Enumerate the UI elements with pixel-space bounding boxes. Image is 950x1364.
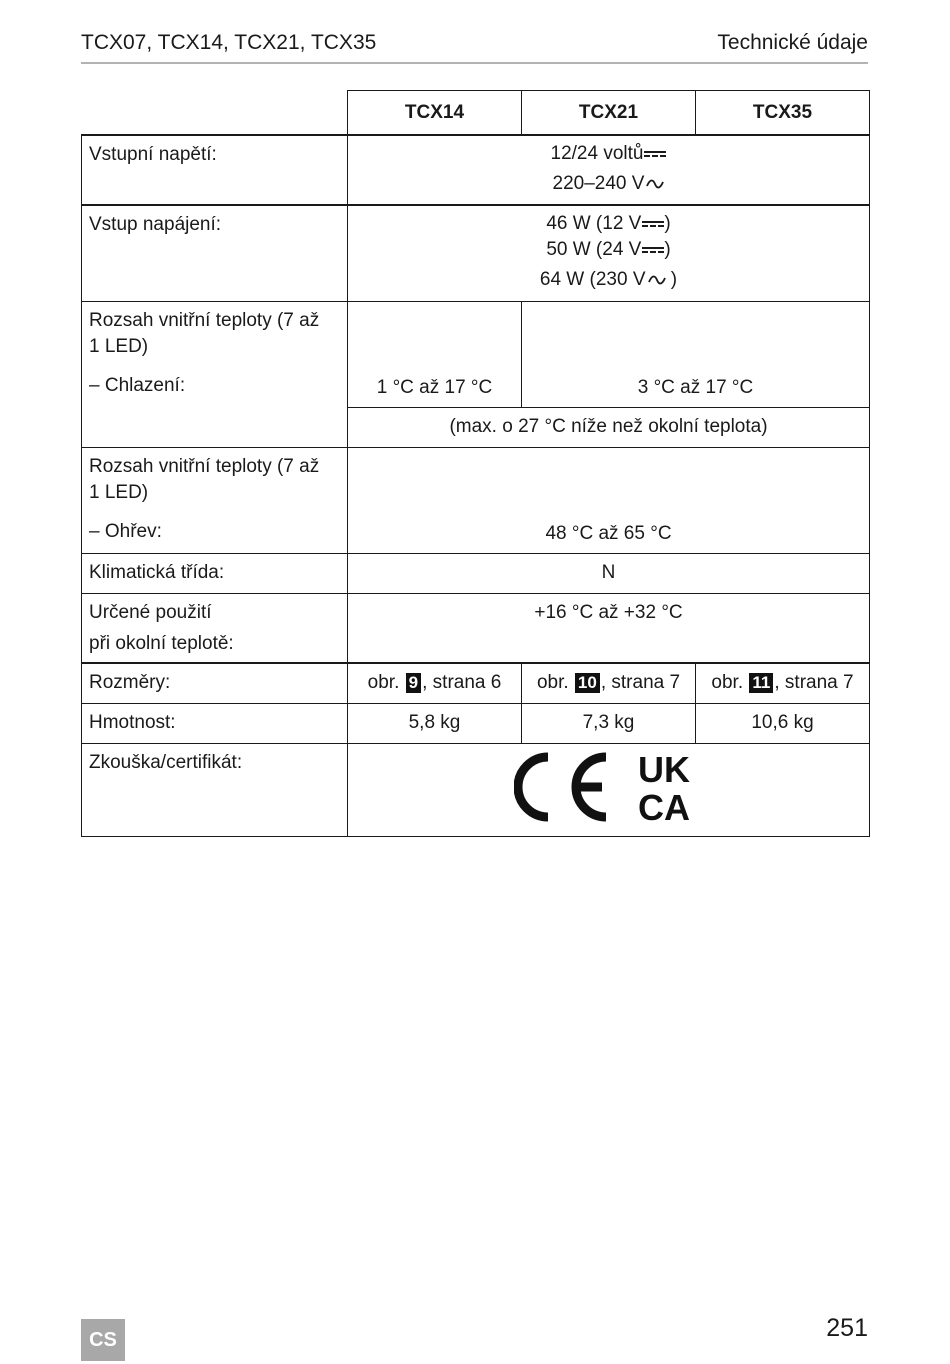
technical-data-table [81, 90, 870, 837]
heating-value-text: 48 °C až 65 °C [545, 522, 672, 544]
cooling-tcx21-tcx35 [522, 301, 870, 407]
power-input-value [348, 205, 870, 301]
cooling-tcx14-value: 1 °C až 17 °C [376, 376, 493, 398]
intended-use-value: +16 °C až +32 °C [348, 593, 870, 663]
weight-label: Hmotnost: [82, 703, 348, 743]
weight-tcx35: 10,6 kg [696, 703, 870, 743]
cooling-tcx14 [348, 301, 522, 407]
paren-close: ) [670, 269, 678, 290]
row-weight [82, 703, 870, 743]
climate-class-value: N [348, 553, 870, 593]
figure-number-badge: 10 [575, 673, 600, 693]
intended-use-label-1: Určené použití [89, 601, 212, 623]
dimensions-label: Rozměry: [82, 663, 348, 703]
power-230v: 64 W (230 V [539, 269, 646, 290]
weight-tcx21: 7,3 kg [522, 703, 696, 743]
page-number: 251 [826, 1314, 868, 1342]
power-24v: 50 W (24 V [546, 239, 642, 260]
climate-class-label: Klimatická třída: [82, 553, 348, 593]
power-input-label: Vstup napájení: [82, 205, 348, 301]
row-power-input [82, 205, 870, 301]
ce-ukca-marks-icon [514, 751, 704, 823]
row-heating-range [82, 447, 870, 553]
header-empty-cell [82, 91, 348, 136]
dimensions-tcx35 [696, 663, 870, 703]
heating-label [82, 447, 348, 553]
dc-symbol-icon [642, 245, 664, 255]
language-tag: CS [81, 1319, 125, 1361]
input-voltage-ac: 220–240 V [552, 173, 645, 194]
page-header [81, 28, 868, 64]
fig-prefix: obr. [367, 672, 400, 693]
dimensions-tcx21 [522, 663, 696, 703]
ca-mark-text: CA [637, 786, 690, 823]
ac-symbol-icon [648, 275, 666, 285]
dimensions-tcx14 [348, 663, 522, 703]
page-ref: , strana 6 [422, 672, 502, 693]
row-input-voltage [82, 135, 870, 205]
page-ref: , strana 7 [600, 672, 681, 693]
heating-value [348, 447, 870, 553]
cooling-label-mode: – Chlazení: [89, 374, 186, 396]
header-models: TCX07, TCX14, TCX21, TCX35 [81, 31, 377, 54]
paren-close: ) [664, 213, 671, 234]
power-12v: 46 W (12 V [546, 213, 642, 234]
ce-mark-icon [518, 757, 606, 817]
input-voltage-value [348, 135, 870, 205]
cooling-tcx21-35-value: 3 °C až 17 °C [637, 376, 754, 398]
input-voltage-dc: 12/24 voltů [550, 143, 644, 164]
input-voltage-label: Vstupní napětí: [82, 135, 348, 205]
intended-use-label-2: při okolní teplotě: [89, 632, 234, 654]
fig-prefix: obr. [536, 672, 569, 693]
cooling-label [82, 301, 348, 447]
column-tcx35: TCX35 [696, 91, 870, 136]
row-certification [82, 743, 870, 836]
intended-use-label [82, 593, 348, 663]
paren-close: ) [664, 239, 671, 260]
dc-symbol-icon [642, 219, 664, 229]
weight-tcx14: 5,8 kg [348, 703, 522, 743]
dc-symbol-icon [644, 149, 666, 159]
ac-symbol-icon [646, 179, 664, 189]
row-dimensions [82, 663, 870, 703]
uk-mark-text: UK [637, 750, 690, 790]
certification-label: Zkouška/certifikát: [82, 743, 348, 836]
certification-marks [348, 743, 870, 836]
row-cooling-range [82, 301, 870, 407]
cooling-label-range: Rozsah vnitřní teploty (7 až 1 LED) [89, 309, 320, 357]
heating-label-range: Rozsah vnitřní teploty (7 až 1 LED) [89, 455, 320, 503]
heating-label-mode: – Ohřev: [89, 520, 162, 542]
header-section-title: Technické údaje [717, 31, 868, 54]
figure-number-badge: 9 [406, 673, 421, 693]
row-climate-class [82, 553, 870, 593]
column-tcx14: TCX14 [348, 91, 522, 136]
row-intended-use [82, 593, 870, 663]
page-ref: , strana 7 [774, 672, 854, 693]
table-header-row [82, 91, 870, 136]
figure-number-badge: 11 [749, 673, 773, 693]
cooling-note: (max. o 27 °C níže než okolní teplota) [348, 407, 870, 447]
column-tcx21: TCX21 [522, 91, 696, 136]
fig-prefix: obr. [711, 672, 744, 693]
